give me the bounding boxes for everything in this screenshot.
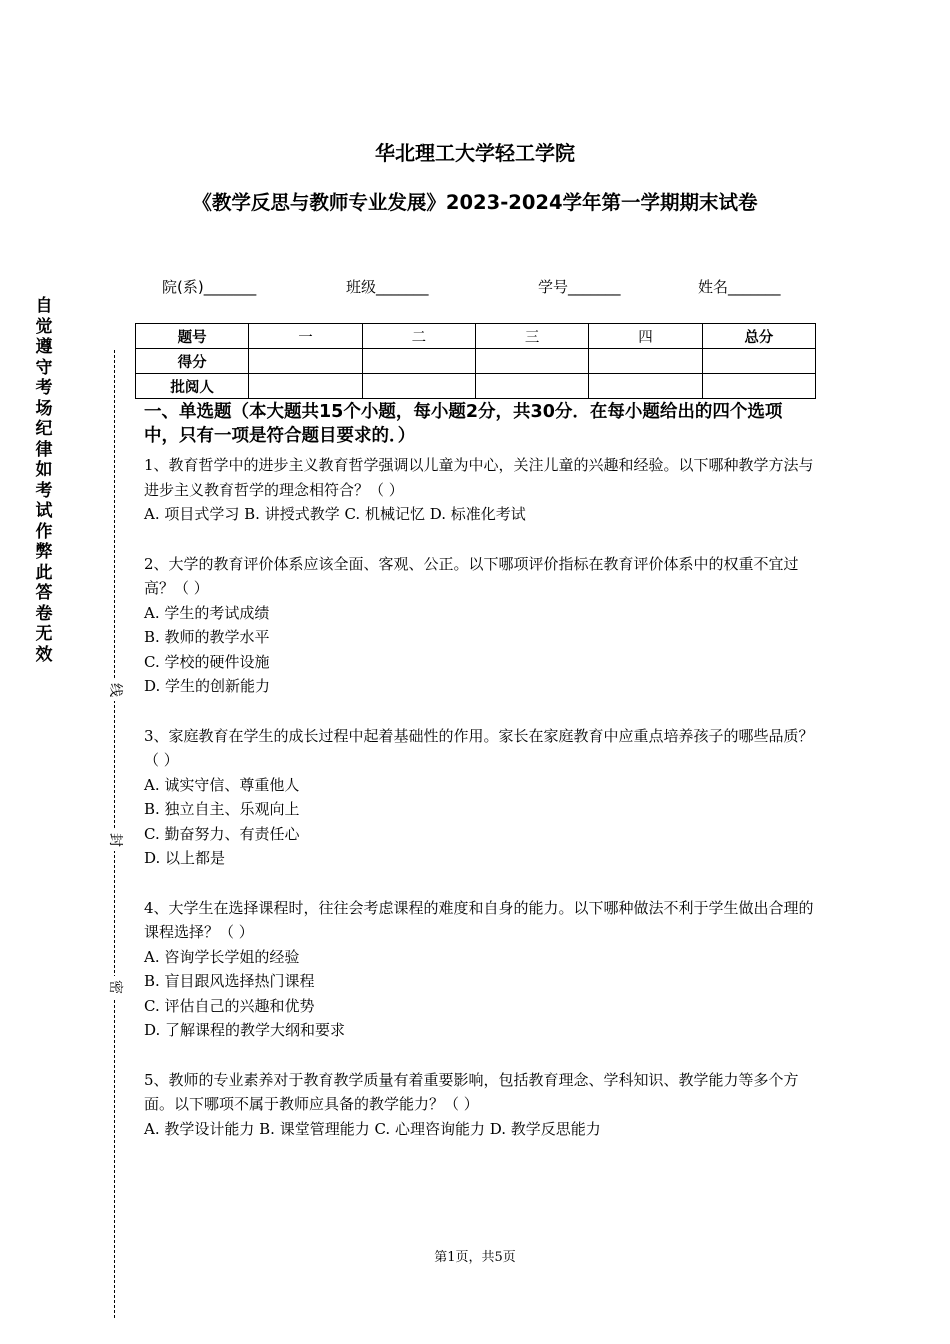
- option-b: B. 独立自主、乐观向上: [144, 800, 300, 818]
- exam-content: [144, 400, 814, 1141]
- score-cell[interactable]: [475, 349, 588, 374]
- question-stem: 3、家庭教育在学生的成长过程中起着基础性的作用。家长在家庭教育中应重点培养孩子的哪些品质？（ ）: [144, 726, 814, 769]
- question-stem: 2、大学的教育评价体系应该全面、客观、公正。以下哪项评价指标在教育评价体系中的权重不宜过高？（ ）: [144, 554, 799, 597]
- question-5: [144, 1068, 814, 1142]
- score-cell[interactable]: [702, 349, 815, 374]
- grader-row: [136, 374, 816, 399]
- option-a: A. 咨询学长学姐的经验: [144, 947, 300, 966]
- exam-title: 《教学反思与教师专业发展》2023-2024学年第一学期期末试卷: [192, 191, 758, 214]
- row-label: 批阅人: [136, 374, 249, 399]
- score-table: [135, 323, 816, 399]
- header-cell: 题号: [136, 324, 249, 349]
- question-options: A. 教学设计能力 B. 课堂管理能力 C. 心理咨询能力 D. 教学反思能力: [144, 1119, 601, 1138]
- option-b: B. 盲目跟风选择热门课程: [144, 972, 315, 990]
- sidebar-notice: 自觉遵守考场纪律如考试作弊此答卷无效: [35, 296, 53, 665]
- question-1: [144, 453, 814, 527]
- option-c: C. 评估自己的兴趣和优势: [144, 996, 315, 1015]
- class-field[interactable]: 班级_______: [346, 278, 429, 296]
- score-table-header-row: [136, 324, 816, 349]
- option-d: D. 以上都是: [144, 849, 226, 867]
- score-cell[interactable]: [249, 349, 362, 374]
- header-cell: 总分: [702, 324, 815, 349]
- row-label: 得分: [136, 349, 249, 374]
- score-row: [136, 349, 816, 374]
- option-c: C. 勤奋努力、有责任心: [144, 824, 300, 843]
- department-field[interactable]: 院(系)_______: [162, 278, 257, 296]
- grader-cell[interactable]: [362, 374, 475, 399]
- grader-cell[interactable]: [589, 374, 702, 399]
- cut-mark-line: 线: [104, 679, 126, 701]
- name-field[interactable]: 姓名_______: [698, 278, 781, 296]
- score-cell[interactable]: [362, 349, 475, 374]
- header-cell: 一: [249, 324, 362, 349]
- score-cell[interactable]: [589, 349, 702, 374]
- cut-mark-secret: 密: [104, 976, 126, 998]
- page-number: 第1页，共5页: [434, 1250, 516, 1265]
- question-2: [144, 552, 814, 699]
- question-stem: 1、教育哲学中的进步主义教育哲学强调以儿童为中心，关注儿童的兴趣和经验。以下哪种教学方法与进步主义教育哲学的理念相符合？（ ）: [144, 456, 814, 499]
- question-3: [144, 724, 814, 871]
- question-stem: 4、大学生在选择课程时，往往会考虑课程的难度和自身的能力。以下哪种做法不利于学生做出合理的课程选择？（ ）: [144, 898, 814, 941]
- question-options: A. 项目式学习 B. 讲授式教学 C. 机械记忆 D. 标准化考试: [144, 505, 526, 523]
- header-cell: 三: [475, 324, 588, 349]
- option-d: D. 了解课程的教学大纲和要求: [144, 1021, 346, 1039]
- question-stem: 5、教师的专业素养对于教育教学质量有着重要影响，包括教育理念、学科知识、教学能力等多个方面。以下哪项不属于教师应具备的教学能力？（ ）: [144, 1070, 799, 1113]
- school-title: 华北理工大学轻工学院: [375, 141, 575, 165]
- section-title: 一、单选题（本大题共15个小题，每小题2分，共30分．在每小题给出的四个选项中，只有一项是符合题目要求的．）: [144, 402, 783, 446]
- header-cell: 四: [589, 324, 702, 349]
- cut-mark-seal: 封: [104, 829, 126, 851]
- option-d: D. 学生的创新能力: [144, 677, 271, 695]
- grader-cell[interactable]: [475, 374, 588, 399]
- question-4: [144, 896, 814, 1043]
- option-c: C. 学校的硬件设施: [144, 652, 270, 671]
- option-b: B. 教师的教学水平: [144, 628, 270, 646]
- student-id-field[interactable]: 学号_______: [538, 278, 621, 296]
- option-a: A. 学生的考试成绩: [144, 603, 270, 622]
- header-cell: 二: [362, 324, 475, 349]
- option-a: A. 诚实守信、尊重他人: [144, 775, 300, 794]
- grader-cell[interactable]: [249, 374, 362, 399]
- grader-cell[interactable]: [702, 374, 815, 399]
